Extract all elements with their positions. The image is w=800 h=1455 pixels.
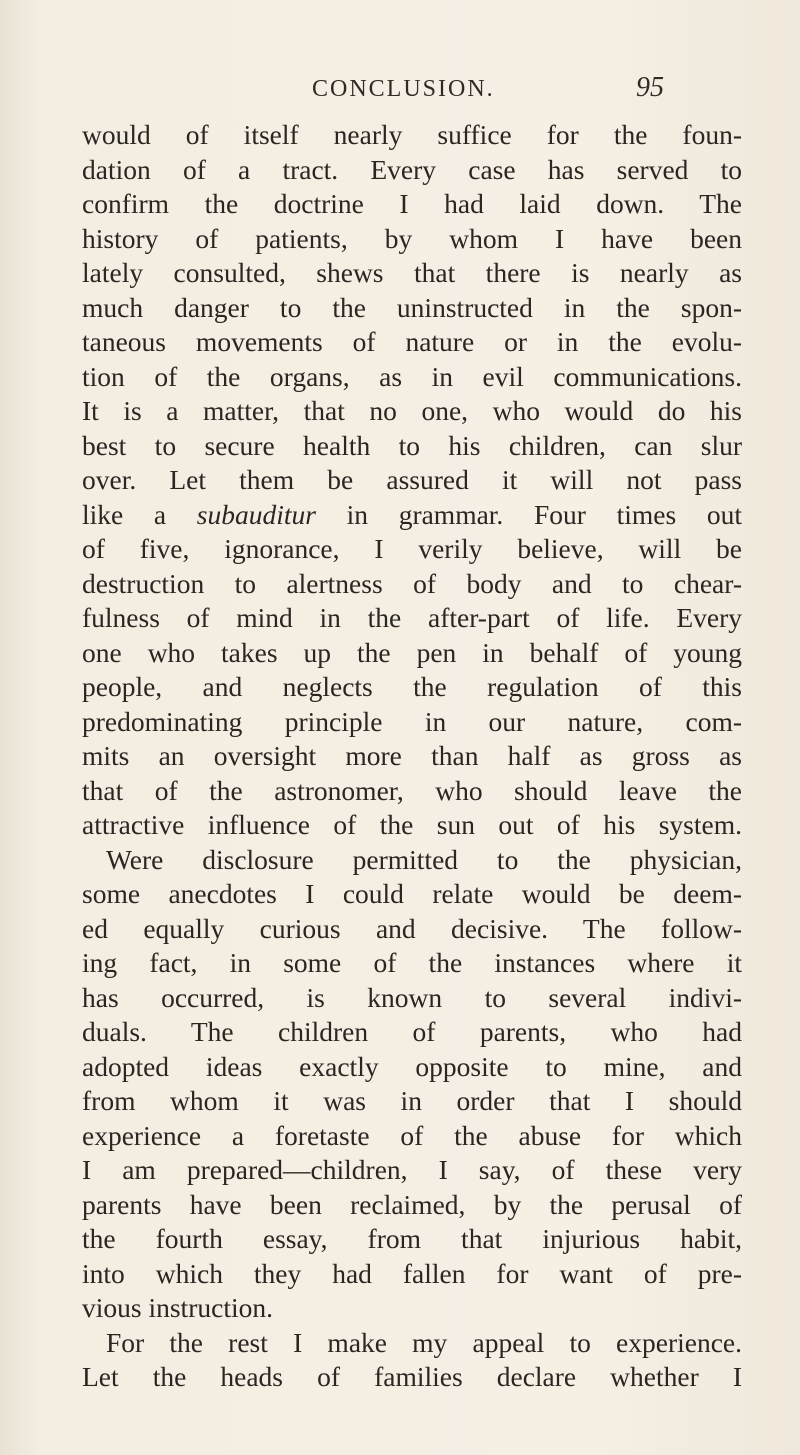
line-segment: in grammar. Four times out [315,498,742,530]
text-line: attractive influence of the sun out of his system. [82,809,742,840]
text-line: tion of the organs, as in evil communications. [82,360,742,392]
text-line: ing fact, in some of the instances where it [82,947,742,978]
text-line: into which they had fallen for want of pre- [82,1257,742,1289]
text-line: confirm the doctrine I had laid down. The [82,188,742,219]
text-line: For the rest I make my appeal to experience. [106,1326,742,1358]
text-line: fulness of mind in the after-part of life. Every [82,602,742,633]
text-line: from whom it was in order that I should [82,1085,742,1116]
text-line-with-italic [82,498,742,533]
text-line: Let the heads of families declare whether I [82,1361,742,1392]
text-line: vious instruction. [82,1292,273,1323]
italic-term: subauditur [196,498,316,530]
text-line: destruction to alertness of body and to chear- [82,567,742,599]
text-line: adopted ideas exactly opposite to mine, and [82,1050,742,1082]
text-line: It is a matter, that no one, who would do his [82,395,742,426]
text-line: one who takes up the pen in behalf of young [82,636,742,668]
text-line: experience a foretaste of the abuse for which [82,1119,742,1151]
text-line: mits an oversight more than half as gross as [82,740,742,771]
text-line: has occurred, is known to several indivi- [82,981,742,1013]
text-line: much danger to the uninstructed in the spon- [82,291,742,323]
text-line: ed equally curious and decisive. The follow- [82,912,742,944]
page-number: 95 [636,72,664,103]
text-line: that of the astronomer, who should leave the [82,774,742,806]
text-line: lately consulted, shews that there is nearly as [82,257,742,288]
text-line: some anecdotes I could relate would be deem- [82,878,742,909]
text-line: predominating principle in our nature, com- [82,705,742,737]
body-text [82,118,742,1395]
text-line: dation of a tract. Every case has served to [82,153,742,185]
text-line: the fourth essay, from that injurious habit, [82,1223,742,1254]
text-line: of five, ignorance, I verily believe, will be [82,533,742,564]
text-line: Were disclosure permitted to the physician, [106,843,742,875]
running-head [0,72,800,110]
text-line: history of patients, by whom I have been [82,222,742,254]
text-line: over. Let them be assured it will not pass [82,464,742,495]
text-line: taneous movements of nature or in the evolu- [82,326,742,357]
text-line: best to secure health to his children, can slur [82,429,742,461]
text-line: I am prepared—children, I say, of these very [82,1154,742,1185]
text-line: would of itself nearly suffice for the foun- [82,119,742,150]
line-segment: like a [82,498,197,530]
text-line: parents have been reclaimed, by the perusal of [82,1188,742,1220]
text-line: duals. The children of parents, who had [82,1016,742,1047]
chapter-title: CONCLUSION. [312,76,495,102]
text-line: people, and neglects the regulation of this [82,671,742,702]
